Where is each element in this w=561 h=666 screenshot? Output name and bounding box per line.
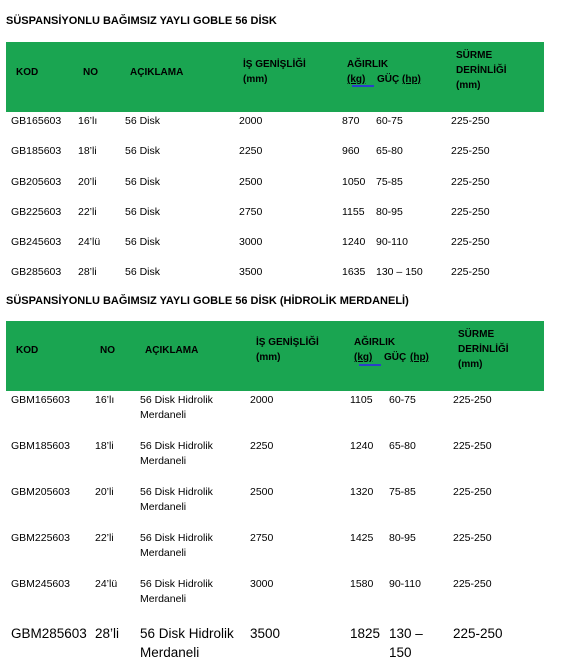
cell-surme: 225-250 [453,578,492,590]
table-row [0,530,561,576]
header-guc-unit: (hp) [402,74,421,85]
cell-agirlik: 1635 [342,266,366,278]
cell-agirlik: 870 [342,115,360,127]
cell-guc-line2: 150 [389,645,412,660]
cell-no: 16’lı [95,394,115,406]
header-agirlik-unit: (kg) [354,352,373,363]
header-agirlik: AĞIRLIK [354,337,396,348]
header-agirlik-unit: (kg) [347,74,366,85]
header-aciklama: AÇIKLAMA [130,67,184,78]
cell-no: 18’li [78,145,97,157]
header-genislik: İŞ GENİŞLİĞİ [256,337,319,348]
cell-surme: 225-250 [451,266,490,278]
cell-agirlik: 1050 [342,176,366,188]
table-2-header [6,321,544,391]
cell-aciklama: 56 Disk [125,176,161,188]
table-row [0,484,561,530]
table-row [0,438,561,484]
cell-genislik: 2250 [250,440,274,452]
cell-surme: 225-250 [453,626,503,641]
header-surme-unit: (mm) [458,359,483,370]
cell-guc: 80-95 [376,206,403,218]
cell-kod: GB165603 [11,115,62,127]
cell-surme: 225-250 [451,236,490,248]
header-no: NO [83,67,98,78]
cell-genislik: 2750 [239,206,263,218]
cell-genislik: 2500 [239,176,263,188]
cell-aciklama-line2: Merdaneli [140,547,187,559]
cell-guc: 80-95 [389,532,416,544]
cell-guc: 130 – 150 [376,266,423,278]
cell-surme: 225-250 [453,486,492,498]
cell-aciklama: 56 Disk Hidrolik [140,626,234,641]
cell-agirlik: 1240 [350,440,374,452]
cell-guc: 65-80 [389,440,416,452]
cell-aciklama: 56 Disk Hidrolik [140,578,213,590]
cell-kod: GB285603 [11,266,62,278]
table-1-header [6,42,544,112]
header-underline-accent [352,85,374,87]
cell-no: 24’lü [95,578,118,590]
cell-aciklama: 56 Disk [125,266,161,278]
cell-no: 20’li [95,486,114,498]
cell-aciklama-line2: Merdaneli [140,501,187,513]
header-no: NO [100,345,115,356]
cell-agirlik: 1240 [342,236,366,248]
cell-kod: GB225603 [11,206,62,218]
cell-aciklama-line2: Merdaneli [140,645,200,660]
header-agirlik: AĞIRLIK [347,59,389,70]
cell-no: 28’li [78,266,97,278]
cell-genislik: 2500 [250,486,274,498]
cell-genislik: 3500 [250,626,281,641]
header-surme: SÜRME [456,50,493,61]
cell-kod: GBM285603 [11,626,87,641]
cell-guc: 75-85 [376,176,403,188]
header-underline-accent [359,364,381,366]
cell-surme: 225-250 [451,206,490,218]
table-row [0,174,561,204]
cell-aciklama: 56 Disk [125,145,161,157]
cell-aciklama: 56 Disk Hidrolik [140,532,213,544]
header-genislik-unit: (mm) [256,352,281,363]
table-row [0,113,561,143]
table-row [0,264,561,294]
cell-guc: 60-75 [376,115,403,127]
cell-aciklama: 56 Disk Hidrolik [140,394,213,406]
cell-agirlik: 960 [342,145,360,157]
cell-aciklama: 56 Disk [125,115,161,127]
cell-aciklama: 56 Disk Hidrolik [140,440,213,452]
cell-genislik: 3000 [250,578,274,590]
cell-kod: GBM185603 [11,440,70,452]
cell-aciklama-line2: Merdaneli [140,409,187,421]
cell-genislik: 2000 [239,115,263,127]
cell-agirlik: 1105 [350,394,373,406]
header-derinligi: DERİNLİĞİ [458,344,509,355]
cell-kod: GB245603 [11,236,62,248]
cell-guc: 130 – [389,626,423,641]
cell-kod: GBM245603 [11,578,70,590]
cell-surme: 225-250 [453,394,492,406]
cell-no: 20’li [78,176,97,188]
table-row [0,143,561,173]
cell-guc: 60-75 [389,394,416,406]
cell-surme: 225-250 [451,176,490,188]
cell-aciklama: 56 Disk [125,206,161,218]
cell-no: 22’li [95,532,114,544]
header-guc-unit: (hp) [410,352,429,363]
header-genislik: İŞ GENİŞLİĞİ [243,59,306,70]
cell-agirlik: 1155 [342,206,365,218]
table-1-title: SÜSPANSİYONLU BAĞIMSIZ YAYLI GOBLE 56 DİSK [6,15,277,27]
table-2-title: SÜSPANSİYONLU BAĞIMSIZ YAYLI GOBLE 56 DİSK (HİDROLİK MERDANELİ) [6,295,409,307]
header-aciklama: AÇIKLAMA [145,345,199,356]
cell-kod: GBM225603 [11,532,70,544]
cell-aciklama: 56 Disk Hidrolik [140,486,213,498]
cell-no: 28’li [95,626,120,641]
cell-surme: 225-250 [451,145,490,157]
header-kod: KOD [16,345,39,356]
header-surme: SÜRME [458,329,495,340]
cell-guc: 75-85 [389,486,416,498]
cell-agirlik: 1320 [350,486,374,498]
header-kod: KOD [16,67,39,78]
cell-agirlik: 1825 [350,626,381,641]
table-row [0,576,561,622]
cell-no: 22’li [78,206,97,218]
header-guc: GÜÇ [384,352,407,363]
cell-kod: GB185603 [11,145,62,157]
cell-agirlik: 1580 [350,578,374,590]
header-genislik-unit: (mm) [243,74,268,85]
cell-no: 24’lü [78,236,101,248]
cell-guc: 90-110 [376,236,408,248]
cell-kod: GBM205603 [11,486,70,498]
cell-kod: GBM165603 [11,394,70,406]
cell-guc: 90-110 [389,578,421,590]
cell-surme: 225-250 [453,532,492,544]
cell-genislik: 3000 [239,236,263,248]
cell-surme: 225-250 [451,115,490,127]
cell-aciklama-line2: Merdaneli [140,593,187,605]
cell-guc: 65-80 [376,145,403,157]
cell-no: 18’li [95,440,114,452]
header-surme-unit: (mm) [456,80,481,91]
header-derinligi: DERİNLİĞİ [456,65,507,76]
table-row [0,625,561,665]
cell-genislik: 3500 [239,266,263,278]
cell-agirlik: 1425 [350,532,374,544]
cell-no: 16’lı [78,115,98,127]
cell-aciklama: 56 Disk [125,236,161,248]
table-row [0,204,561,234]
table-row [0,392,561,438]
cell-genislik: 2750 [250,532,274,544]
cell-surme: 225-250 [453,440,492,452]
cell-genislik: 2250 [239,145,263,157]
cell-genislik: 2000 [250,394,274,406]
header-guc: GÜÇ [377,74,400,85]
cell-aciklama-line2: Merdaneli [140,455,187,467]
table-row [0,234,561,264]
cell-kod: GB205603 [11,176,62,188]
